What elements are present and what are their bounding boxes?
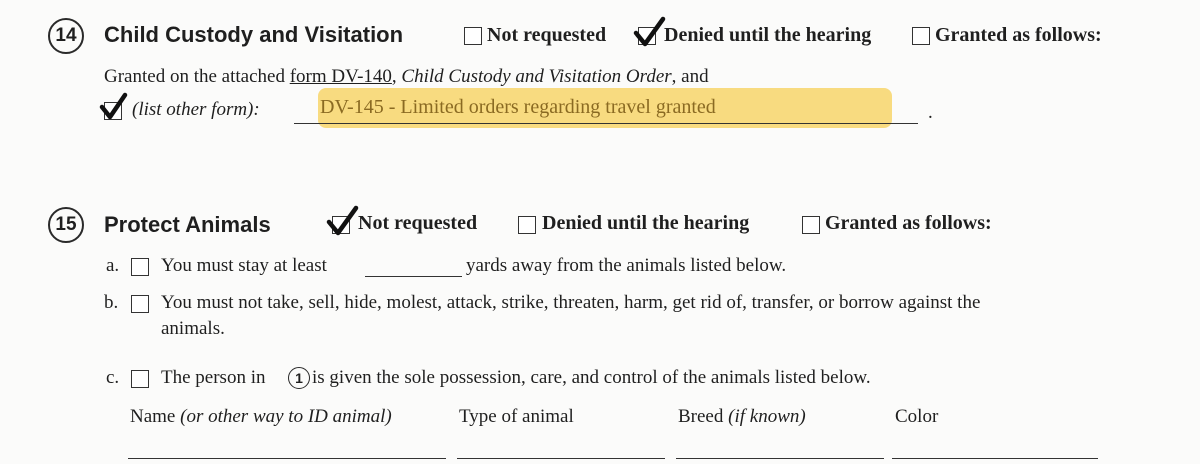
not-requested-label-14: Not requested xyxy=(487,24,607,46)
item-a-text-end: yards away from the animals listed below. xyxy=(466,255,787,276)
granted-attached-line: Granted on the attached form DV-140, Child Custody and Visitation Order, and xyxy=(104,66,709,87)
other-form-underline xyxy=(294,123,918,124)
checkmark-icon xyxy=(98,92,128,120)
animal-breed-input-line[interactable] xyxy=(676,458,884,459)
checkmark-icon xyxy=(632,16,666,48)
section-15-number: 15 xyxy=(48,207,84,243)
item-a-letter: a. xyxy=(106,255,120,276)
column-breed: Breed (if known) xyxy=(678,406,806,427)
item-c-text-end: is given the sole possession, care, and control of the animals listed below. xyxy=(312,367,871,388)
not-requested-label-15: Not requested xyxy=(358,212,478,234)
section-14-number: 14 xyxy=(48,18,84,54)
section-14-title: Child Custody and Visitation xyxy=(104,22,404,47)
section-15-title: Protect Animals xyxy=(104,212,271,237)
yards-input-line[interactable] xyxy=(365,276,462,277)
column-color: Color xyxy=(895,406,939,427)
other-form-value[interactable]: DV-145 - Limited orders regarding travel granted xyxy=(320,96,716,118)
item-c-text: The person in xyxy=(161,367,266,388)
item-a-checkbox[interactable] xyxy=(131,258,149,276)
item-c-letter: c. xyxy=(106,367,120,388)
granted-label-15: Granted as follows: xyxy=(825,212,992,234)
denied-label-15: Denied until the hearing xyxy=(542,212,750,234)
form-dv140-link[interactable]: form DV-140 xyxy=(289,66,392,87)
item-b-text: You must not take, sell, hide, molest, attack, strike, threaten, harm, get rid of, transfer, or borrow against the xyxy=(161,292,981,313)
item-b-letter: b. xyxy=(104,292,119,313)
other-form-period: . xyxy=(928,102,933,123)
checkmark-icon xyxy=(325,205,359,237)
party-1-reference: 1 xyxy=(288,367,310,389)
item-b-checkbox[interactable] xyxy=(131,295,149,313)
granted-checkbox-14[interactable] xyxy=(912,27,930,45)
granted-label-14: Granted as follows: xyxy=(935,24,1102,46)
item-c-checkbox[interactable] xyxy=(131,370,149,388)
denied-label-14: Denied until the hearing xyxy=(664,24,872,46)
item-a-text: You must stay at least xyxy=(161,255,327,276)
form-title: Child Custody and Visitation Order xyxy=(401,66,672,87)
animal-type-input-line[interactable] xyxy=(457,458,665,459)
other-form-label: (list other form): xyxy=(132,99,260,120)
animal-color-input-line[interactable] xyxy=(892,458,1098,459)
granted-checkbox-15[interactable] xyxy=(802,216,820,234)
denied-checkbox-15[interactable] xyxy=(518,216,536,234)
column-type: Type of animal xyxy=(459,406,574,427)
item-b-text-2: animals. xyxy=(161,318,225,339)
column-name: Name (or other way to ID animal) xyxy=(130,406,392,427)
not-requested-checkbox-14[interactable] xyxy=(464,27,482,45)
animal-name-input-line[interactable] xyxy=(128,458,446,459)
